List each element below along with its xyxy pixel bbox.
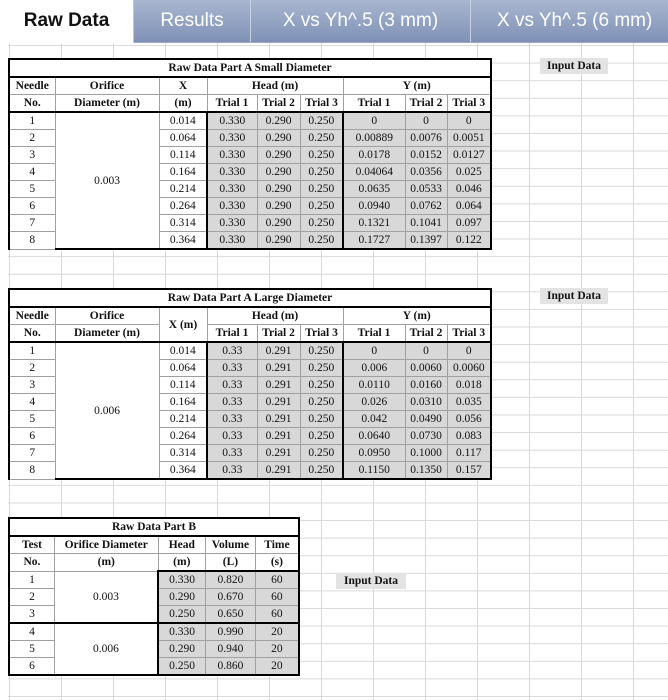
cell-y-trial2[interactable]: 0.0152 bbox=[405, 147, 447, 164]
cell-volume[interactable]: 0.860 bbox=[206, 658, 256, 676]
cell-time[interactable]: 20 bbox=[255, 641, 299, 658]
cell-head-trial2[interactable]: 0.290 bbox=[257, 198, 300, 215]
cell-head-trial3[interactable]: 0.250 bbox=[300, 198, 343, 215]
cell-needle[interactable]: 5 bbox=[9, 411, 55, 428]
cell-y-trial3[interactable]: 0.0051 bbox=[447, 130, 491, 147]
cell-head-trial2[interactable]: 0.291 bbox=[257, 360, 300, 377]
cell-y-trial1[interactable]: 0.006 bbox=[343, 360, 405, 377]
header-x: X bbox=[159, 77, 207, 95]
cell-orifice-diameter[interactable]: 0.006 bbox=[54, 623, 158, 675]
header-head-trial1: Trial 1 bbox=[207, 325, 257, 343]
cell-y-trial2[interactable]: 0.0356 bbox=[405, 164, 447, 181]
cell-y-trial1[interactable]: 0.0940 bbox=[343, 198, 405, 215]
cell-y-trial2[interactable]: 0.0310 bbox=[405, 394, 447, 411]
table-row bbox=[9, 623, 299, 641]
cell-volume[interactable]: 0.990 bbox=[206, 623, 256, 641]
cell-needle[interactable]: 1 bbox=[9, 112, 55, 130]
header-y-trial1: Trial 1 bbox=[343, 325, 405, 343]
cell-head-trial1[interactable]: 0.330 bbox=[207, 181, 257, 198]
cell-head-trial1[interactable]: 0.330 bbox=[207, 232, 257, 250]
header-y-trial2: Trial 2 bbox=[405, 95, 447, 113]
header-time-unit: (s) bbox=[255, 554, 299, 572]
tab-raw-data[interactable]: Raw Data bbox=[0, 0, 134, 43]
table-row bbox=[9, 112, 491, 130]
header-no: No. bbox=[9, 554, 54, 572]
header-y-trial3: Trial 3 bbox=[447, 325, 491, 343]
header-test: Test bbox=[9, 536, 54, 554]
cell-needle[interactable]: 8 bbox=[9, 462, 55, 480]
header-head-trial2: Trial 2 bbox=[257, 95, 300, 113]
cell-x[interactable]: 0.314 bbox=[159, 445, 207, 462]
cell-y-trial1[interactable]: 0.0640 bbox=[343, 428, 405, 445]
header-needle: Needle bbox=[9, 307, 55, 325]
header-y-trial3: Trial 3 bbox=[447, 95, 491, 113]
cell-x[interactable]: 0.364 bbox=[159, 232, 207, 250]
sheet-tab-bar bbox=[0, 0, 668, 43]
cell-y-trial2[interactable]: 0.0533 bbox=[405, 181, 447, 198]
header-no: No. bbox=[9, 325, 55, 343]
cell-head-trial3[interactable]: 0.250 bbox=[300, 360, 343, 377]
cell-y-trial3[interactable]: 0.018 bbox=[447, 377, 491, 394]
cell-head-trial3[interactable]: 0.250 bbox=[300, 445, 343, 462]
cell-x[interactable]: 0.164 bbox=[159, 394, 207, 411]
cell-head-trial1[interactable]: 0.33 bbox=[207, 377, 257, 394]
cell-needle[interactable]: 4 bbox=[9, 164, 55, 181]
table-title: Raw Data Part A Small Diameter bbox=[9, 59, 491, 77]
cell-x[interactable]: 0.114 bbox=[159, 147, 207, 164]
header-head: Head bbox=[158, 536, 206, 554]
cell-y-trial1[interactable]: 0.1150 bbox=[343, 462, 405, 480]
input-data-note-a: Input Data bbox=[540, 58, 608, 74]
cell-head-trial3[interactable]: 0.250 bbox=[300, 462, 343, 480]
header-volume-unit: (L) bbox=[206, 554, 256, 572]
cell-y-trial3[interactable]: 0.157 bbox=[447, 462, 491, 480]
cell-test[interactable]: 5 bbox=[9, 641, 54, 658]
input-data-note-b: Input Data bbox=[540, 288, 608, 304]
cell-head-trial1[interactable]: 0.330 bbox=[207, 198, 257, 215]
tab-x-vs-yh-6mm[interactable]: X vs Yh^.5 (6 mm) bbox=[471, 0, 668, 42]
cell-y-trial2[interactable]: 0.0762 bbox=[405, 198, 447, 215]
cell-volume[interactable]: 0.820 bbox=[206, 571, 256, 589]
cell-head-trial3[interactable]: 0.250 bbox=[300, 342, 343, 360]
cell-head-trial2[interactable]: 0.290 bbox=[257, 181, 300, 198]
cell-needle[interactable]: 7 bbox=[9, 445, 55, 462]
cell-head-trial3[interactable]: 0.250 bbox=[300, 215, 343, 232]
table-title: Raw Data Part B bbox=[9, 518, 299, 536]
header-x: X (m) bbox=[159, 307, 207, 342]
cell-head-trial2[interactable]: 0.291 bbox=[257, 428, 300, 445]
cell-orifice-diameter[interactable]: 0.006 bbox=[55, 342, 159, 479]
table-title: Raw Data Part A Large Diameter bbox=[9, 289, 491, 307]
cell-x[interactable]: 0.064 bbox=[159, 130, 207, 147]
cell-needle[interactable]: 2 bbox=[9, 360, 55, 377]
cell-head-trial1[interactable]: 0.33 bbox=[207, 394, 257, 411]
cell-head-trial3[interactable]: 0.250 bbox=[300, 428, 343, 445]
cell-y-trial2[interactable]: 0.1041 bbox=[405, 215, 447, 232]
tab-results[interactable]: Results bbox=[134, 0, 251, 42]
cell-needle[interactable]: 6 bbox=[9, 198, 55, 215]
cell-head-trial2[interactable]: 0.290 bbox=[257, 215, 300, 232]
cell-y-trial1[interactable]: 0.042 bbox=[343, 411, 405, 428]
cell-test[interactable]: 4 bbox=[9, 623, 54, 641]
cell-y-trial1[interactable]: 0.1321 bbox=[343, 215, 405, 232]
cell-head-trial3[interactable]: 0.250 bbox=[300, 394, 343, 411]
cell-head-trial2[interactable]: 0.291 bbox=[257, 445, 300, 462]
cell-head-trial1[interactable]: 0.33 bbox=[207, 411, 257, 428]
cell-head[interactable]: 0.290 bbox=[158, 641, 206, 658]
cell-test[interactable]: 1 bbox=[9, 571, 54, 589]
cell-needle[interactable]: 4 bbox=[9, 394, 55, 411]
header-orifice: Orifice bbox=[55, 77, 159, 95]
header-orifice-unit: (m) bbox=[54, 554, 158, 572]
cell-head-trial1[interactable]: 0.330 bbox=[207, 130, 257, 147]
cell-head-trial3[interactable]: 0.250 bbox=[300, 112, 343, 130]
cell-y-trial3[interactable]: 0.083 bbox=[447, 428, 491, 445]
cell-x[interactable]: 0.164 bbox=[159, 164, 207, 181]
table-row bbox=[9, 342, 491, 360]
cell-x[interactable]: 0.364 bbox=[159, 462, 207, 480]
cell-y-trial2[interactable]: 0 bbox=[405, 342, 447, 360]
header-y: Y (m) bbox=[343, 77, 491, 95]
cell-head-trial2[interactable]: 0.291 bbox=[257, 394, 300, 411]
cell-head-trial2[interactable]: 0.291 bbox=[257, 342, 300, 360]
table-raw-data-part-a-small bbox=[8, 58, 492, 250]
cell-head-trial2[interactable]: 0.290 bbox=[257, 164, 300, 181]
cell-head-trial3[interactable]: 0.250 bbox=[300, 147, 343, 164]
cell-y-trial1[interactable]: 0.00889 bbox=[343, 130, 405, 147]
cell-y-trial3[interactable]: 0.064 bbox=[447, 198, 491, 215]
cell-y-trial3[interactable]: 0.046 bbox=[447, 181, 491, 198]
cell-x[interactable]: 0.014 bbox=[159, 342, 207, 360]
cell-test[interactable]: 6 bbox=[9, 658, 54, 676]
cell-head-trial2[interactable]: 0.290 bbox=[257, 147, 300, 164]
cell-y-trial1[interactable]: 0.0110 bbox=[343, 377, 405, 394]
cell-head[interactable]: 0.250 bbox=[158, 658, 206, 676]
header-no: No. bbox=[9, 95, 55, 113]
cell-y-trial2[interactable]: 0.1397 bbox=[405, 232, 447, 250]
cell-y-trial3[interactable]: 0.097 bbox=[447, 215, 491, 232]
cell-x[interactable]: 0.214 bbox=[159, 181, 207, 198]
cell-head-trial1[interactable]: 0.33 bbox=[207, 360, 257, 377]
cell-head-trial1[interactable]: 0.330 bbox=[207, 164, 257, 181]
table-raw-data-part-b bbox=[8, 517, 300, 676]
cell-y-trial1[interactable]: 0 bbox=[343, 342, 405, 360]
header-time: Time bbox=[255, 536, 299, 554]
input-data-note-c: Input Data bbox=[336, 573, 406, 589]
cell-head[interactable]: 0.250 bbox=[158, 606, 206, 624]
cell-head-trial1[interactable]: 0.330 bbox=[207, 215, 257, 232]
cell-volume[interactable]: 0.940 bbox=[206, 641, 256, 658]
cell-y-trial2[interactable]: 0.1350 bbox=[405, 462, 447, 480]
cell-orifice-diameter[interactable]: 0.003 bbox=[55, 112, 159, 249]
cell-head-trial1[interactable]: 0.33 bbox=[207, 342, 257, 360]
header-head-trial3: Trial 3 bbox=[300, 325, 343, 343]
cell-head-trial2[interactable]: 0.290 bbox=[257, 232, 300, 250]
header-needle: Needle bbox=[9, 77, 55, 95]
cell-y-trial3[interactable]: 0.0127 bbox=[447, 147, 491, 164]
cell-head-trial1[interactable]: 0.33 bbox=[207, 462, 257, 480]
cell-head-trial2[interactable]: 0.291 bbox=[257, 377, 300, 394]
cell-y-trial1[interactable]: 0.0178 bbox=[343, 147, 405, 164]
cell-volume[interactable]: 0.670 bbox=[206, 589, 256, 606]
cell-needle[interactable]: 6 bbox=[9, 428, 55, 445]
cell-test[interactable]: 3 bbox=[9, 606, 54, 624]
cell-time[interactable]: 60 bbox=[255, 571, 299, 589]
cell-test[interactable]: 2 bbox=[9, 589, 54, 606]
cell-head[interactable]: 0.330 bbox=[158, 623, 206, 641]
table-raw-data-part-a-large bbox=[8, 288, 492, 480]
header-head-trial3: Trial 3 bbox=[300, 95, 343, 113]
cell-head[interactable]: 0.330 bbox=[158, 571, 206, 589]
cell-y-trial1[interactable]: 0.04064 bbox=[343, 164, 405, 181]
cell-x[interactable]: 0.114 bbox=[159, 377, 207, 394]
header-x-unit: (m) bbox=[159, 95, 207, 113]
header-y-trial1: Trial 1 bbox=[343, 95, 405, 113]
cell-x[interactable]: 0.264 bbox=[159, 428, 207, 445]
cell-needle[interactable]: 8 bbox=[9, 232, 55, 250]
cell-x[interactable]: 0.064 bbox=[159, 360, 207, 377]
cell-volume[interactable]: 0.650 bbox=[206, 606, 256, 624]
cell-y-trial2[interactable]: 0.0076 bbox=[405, 130, 447, 147]
header-orifice: Orifice bbox=[55, 307, 159, 325]
cell-orifice-diameter[interactable]: 0.003 bbox=[54, 571, 158, 623]
header-head: Head (m) bbox=[207, 307, 343, 325]
cell-y-trial2[interactable]: 0.0160 bbox=[405, 377, 447, 394]
cell-head-trial2[interactable]: 0.290 bbox=[257, 112, 300, 130]
cell-y-trial2[interactable]: 0.1000 bbox=[405, 445, 447, 462]
cell-y-trial1[interactable]: 0.026 bbox=[343, 394, 405, 411]
header-head-unit: (m) bbox=[158, 554, 206, 572]
tab-x-vs-yh-3mm[interactable]: X vs Yh^.5 (3 mm) bbox=[251, 0, 471, 42]
cell-needle[interactable]: 3 bbox=[9, 147, 55, 164]
cell-needle[interactable]: 5 bbox=[9, 181, 55, 198]
cell-x[interactable]: 0.014 bbox=[159, 112, 207, 130]
cell-time[interactable]: 20 bbox=[255, 623, 299, 641]
cell-needle[interactable]: 1 bbox=[9, 342, 55, 360]
header-y-trial2: Trial 2 bbox=[405, 325, 447, 343]
cell-y-trial3[interactable]: 0.025 bbox=[447, 164, 491, 181]
cell-needle[interactable]: 7 bbox=[9, 215, 55, 232]
cell-y-trial3[interactable]: 0.035 bbox=[447, 394, 491, 411]
cell-head-trial2[interactable]: 0.290 bbox=[257, 130, 300, 147]
header-diameter: Diameter (m) bbox=[55, 95, 159, 113]
cell-head-trial2[interactable]: 0.291 bbox=[257, 411, 300, 428]
cell-time[interactable]: 60 bbox=[255, 589, 299, 606]
table-row bbox=[9, 571, 299, 589]
cell-y-trial3[interactable]: 0.0060 bbox=[447, 360, 491, 377]
cell-y-trial3[interactable]: 0.056 bbox=[447, 411, 491, 428]
cell-head-trial1[interactable]: 0.330 bbox=[207, 112, 257, 130]
cell-y-trial3[interactable]: 0 bbox=[447, 112, 491, 130]
cell-y-trial3[interactable]: 0.117 bbox=[447, 445, 491, 462]
cell-y-trial1[interactable]: 0.1727 bbox=[343, 232, 405, 250]
header-orifice-diameter: Orifice Diameter bbox=[54, 536, 158, 554]
cell-needle[interactable]: 3 bbox=[9, 377, 55, 394]
header-volume: Volume bbox=[206, 536, 256, 554]
cell-y-trial2[interactable]: 0.0730 bbox=[405, 428, 447, 445]
cell-y-trial2[interactable]: 0 bbox=[405, 112, 447, 130]
cell-y-trial2[interactable]: 0.0060 bbox=[405, 360, 447, 377]
cell-needle[interactable]: 2 bbox=[9, 130, 55, 147]
cell-x[interactable]: 0.264 bbox=[159, 198, 207, 215]
cell-y-trial3[interactable]: 0 bbox=[447, 342, 491, 360]
cell-x[interactable]: 0.314 bbox=[159, 215, 207, 232]
header-y: Y (m) bbox=[343, 307, 491, 325]
cell-y-trial2[interactable]: 0.0490 bbox=[405, 411, 447, 428]
cell-time[interactable]: 20 bbox=[255, 658, 299, 676]
cell-head-trial2[interactable]: 0.291 bbox=[257, 462, 300, 480]
header-head-trial2: Trial 2 bbox=[257, 325, 300, 343]
cell-head-trial3[interactable]: 0.250 bbox=[300, 164, 343, 181]
cell-head-trial3[interactable]: 0.250 bbox=[300, 181, 343, 198]
cell-head-trial1[interactable]: 0.330 bbox=[207, 147, 257, 164]
header-head-trial1: Trial 1 bbox=[207, 95, 257, 113]
cell-head-trial3[interactable]: 0.250 bbox=[300, 377, 343, 394]
cell-y-trial1[interactable]: 0.0635 bbox=[343, 181, 405, 198]
cell-y-trial1[interactable]: 0 bbox=[343, 112, 405, 130]
cell-y-trial3[interactable]: 0.122 bbox=[447, 232, 491, 250]
header-diameter: Diameter (m) bbox=[55, 325, 159, 343]
cell-head-trial3[interactable]: 0.250 bbox=[300, 411, 343, 428]
cell-head-trial3[interactable]: 0.250 bbox=[300, 130, 343, 147]
cell-x[interactable]: 0.214 bbox=[159, 411, 207, 428]
cell-head[interactable]: 0.290 bbox=[158, 589, 206, 606]
cell-y-trial1[interactable]: 0.0950 bbox=[343, 445, 405, 462]
cell-head-trial1[interactable]: 0.33 bbox=[207, 428, 257, 445]
header-head: Head (m) bbox=[207, 77, 343, 95]
cell-head-trial3[interactable]: 0.250 bbox=[300, 232, 343, 250]
cell-head-trial1[interactable]: 0.33 bbox=[207, 445, 257, 462]
cell-time[interactable]: 60 bbox=[255, 606, 299, 624]
